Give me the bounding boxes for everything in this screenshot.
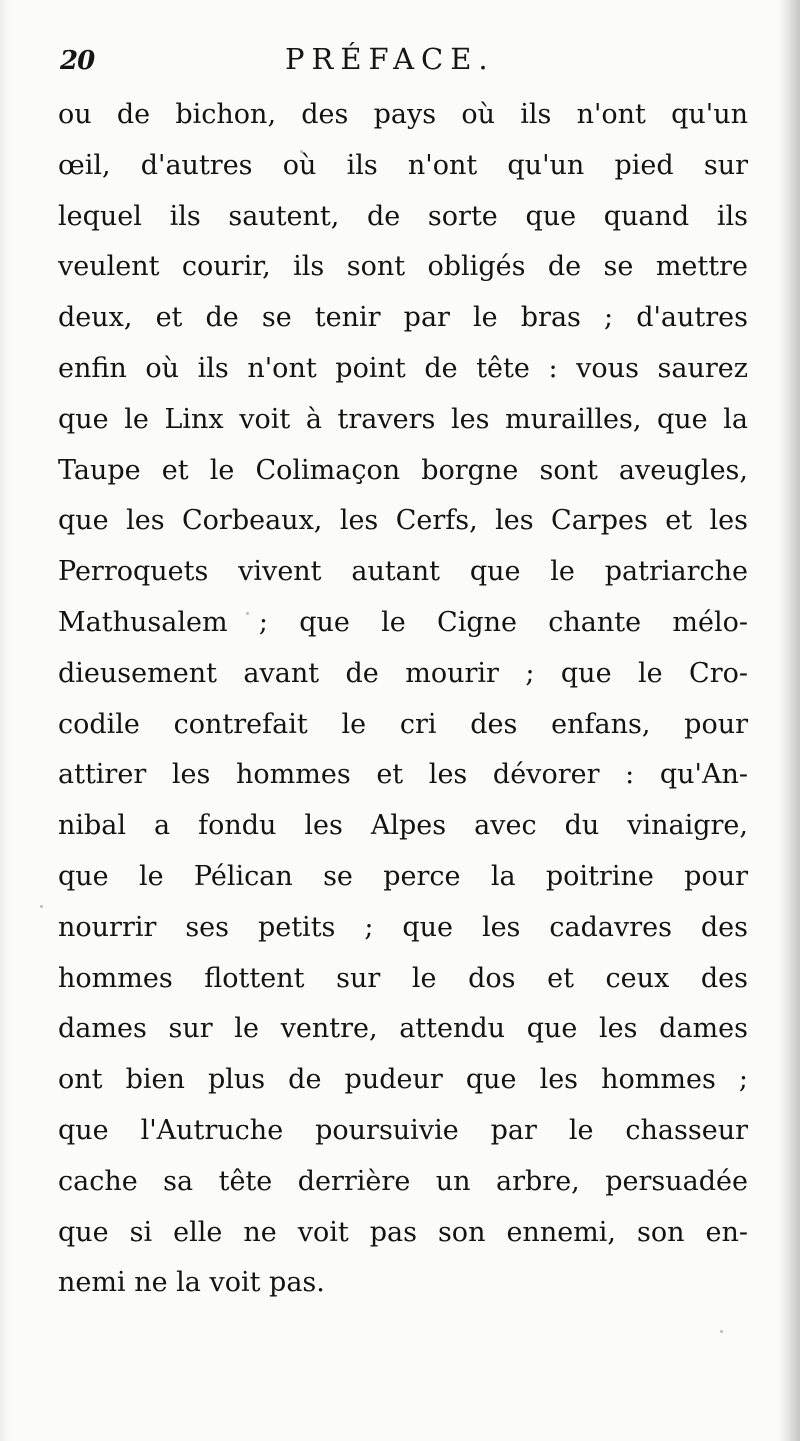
paper-speck: [720, 1330, 723, 1333]
page-header: [60, 38, 740, 84]
text-line: que si elle ne voit pas son ennemi, son en-: [58, 1216, 748, 1248]
running-head: PRÉFACE.: [285, 42, 495, 76]
text-line: deux, et de se tenir par le bras ; d'autres: [58, 302, 748, 334]
text-line: nibal a fondu les Alpes avec du vinaigre,: [58, 810, 748, 842]
text-line: que le Linx voit à travers les murailles, que la: [58, 403, 748, 435]
text-line: veulent courir, ils sont obligés de se mettre: [58, 251, 748, 283]
text-line: œil, d'autres où ils n'ont qu'un pied sur: [58, 149, 748, 181]
text-line: attirer les hommes et les dévorer : qu'An-: [58, 759, 748, 791]
text-line: ou de bichon, des pays où ils n'ont qu'un: [58, 99, 748, 130]
text-line: cache sa tête derrière un arbre, persuadée: [58, 1165, 748, 1197]
text-line: Taupe et le Colimaçon borgne sont aveugles,: [58, 454, 748, 486]
page-number: 20: [60, 46, 95, 76]
text-line: lequel ils sautent, de sorte que quand ils: [58, 200, 748, 232]
body-text: [58, 90, 748, 1309]
text-line: que l'Autruche poursuivie par le chasseur: [58, 1114, 748, 1146]
text-line: dieusement avant de mourir ; que le Cro-: [58, 657, 748, 689]
text-line: que les Corbeaux, les Cerfs, les Carpes et les: [58, 505, 748, 537]
paper-speck: [300, 150, 303, 153]
text-line: nourrir ses petits ; que les cadavres des: [58, 911, 748, 943]
text-line: ont bien plus de pudeur que les hommes ;: [58, 1064, 748, 1096]
text-line: codile contrefait le cri des enfans, pour: [58, 708, 748, 740]
page-left-shadow: [0, 0, 10, 1441]
text-line: enfin où ils n'ont point de tête : vous saurez: [58, 352, 748, 384]
page-gutter-shadow: [778, 0, 800, 1441]
text-line: dames sur le ventre, attendu que les dames: [58, 1013, 748, 1045]
text-line: Perroquets vivent autant que le patriarche: [58, 556, 748, 588]
paper-speck: [40, 905, 43, 908]
text-line: que le Pélican se perce la poitrine pour: [58, 860, 748, 892]
text-line: Mathusalem ; que le Cigne chante mélo-: [58, 606, 748, 638]
text-line: hommes flottent sur le dos et ceux des: [58, 962, 748, 994]
paper-speck: [246, 612, 249, 615]
text-line-last: nemi ne la voit pas.: [58, 1267, 325, 1299]
